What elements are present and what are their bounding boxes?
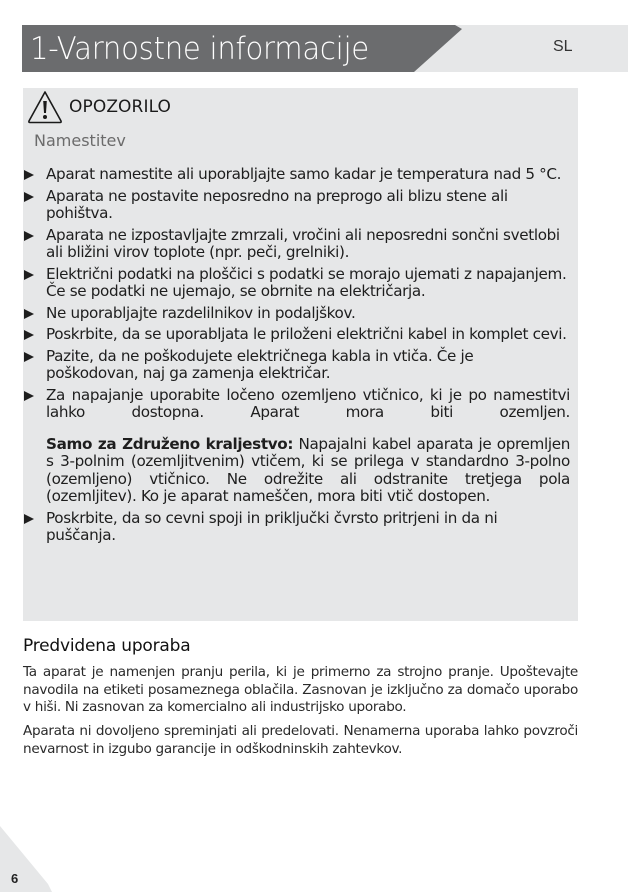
language-code: SL: [553, 38, 573, 55]
bullet-arrow-icon: [24, 192, 34, 202]
list-item-text: Aparata ne izpostavljajte zmrzali, vročini ali neposredni sončni svetlobi ali bližini virov toplote (npr. peči, grelniki).: [46, 225, 560, 261]
list-item: [22, 510, 570, 545]
bullet-arrow-icon: [24, 352, 34, 362]
list-item: [22, 188, 570, 223]
list-item-text: Za napajanje uporabite ločeno ozemljeno vtičnico, ki je po namestitvi lahko dostopna. Aparat mora biti ozemljen.: [46, 385, 570, 421]
list-item-text: Aparata ne postavite neposredno na preprogo ali blizu stene ali pohištva.: [46, 186, 508, 222]
bullet-arrow-icon: [24, 309, 34, 319]
list-item-text: Električni podatki na ploščici s podatki se morajo ujemati z napajanjem. Če se podatki ne ujemajo, se obrnite na električarja.: [46, 264, 567, 300]
bullet-arrow-icon: [24, 514, 34, 524]
uk-note-label: Samo za Združeno kraljestvo:: [46, 434, 294, 453]
bullet-arrow-icon: [24, 391, 34, 401]
intended-use-paragraph: Ta aparat je namenjen pranju perila, ki je primerno za strojno pranje. Upoštevajte navodila na etiketi posameznega oblačila. Zasnovan je izključno za domačo uporabo v hiši. Ni zasnovan za komercialno ali industrijsko uporabo.: [23, 664, 578, 715]
list-item: [22, 348, 570, 383]
list-item: [22, 326, 570, 344]
uk-note-text: Napajalni kabel aparata je opremljen s 3-polnim (ozemljitvenim) vtičem, ki se prilega v standardno 3-polno (ozemljeno) vtičnico. Ne odrežite ali odstranite tretjega pola (ozemljitev). Ko je aparat nameščen, mora biti vtič dostopen.: [46, 434, 570, 505]
list-item-text: Ne uporabljajte razdelilnikov in podaljškov.: [46, 303, 356, 322]
list-item: [22, 166, 570, 184]
warning-title: OPOZORILO: [69, 97, 172, 117]
warning-list: [22, 166, 570, 549]
list-item-text: Pazite, da ne poškodujete električnega kabla in vtiča. Če je poškodovan, naj ga zamenja električar.: [46, 346, 474, 382]
list-item: [22, 305, 570, 323]
bullet-arrow-icon: [24, 231, 34, 241]
warning-header: [27, 90, 171, 124]
page-number: 6: [11, 871, 19, 886]
list-item: [22, 266, 570, 301]
uk-note: [22, 436, 570, 506]
bullet-arrow-icon: [24, 330, 34, 340]
list-item: [22, 387, 570, 422]
intended-use-paragraph: Aparata ni dovoljeno spreminjati ali predelovati. Nenamerna uporaba lahko povzroči nevarnost in izgubo garancije in odškodninskih zahtevkov.: [23, 723, 578, 757]
warning-subheading: Namestitev: [34, 131, 126, 150]
page-corner-tab: [0, 826, 52, 892]
list-item-text: Aparat namestite ali uporabljajte samo kadar je temperatura nad 5 °C.: [46, 165, 562, 183]
bullet-arrow-icon: [24, 170, 34, 180]
list-item-text: Poskrbite, da se uporabljata le priloženi električni kabel in komplet cevi.: [46, 325, 567, 343]
list-item: [22, 227, 570, 262]
warning-triangle-icon: [27, 90, 63, 124]
list-item-text: Poskrbite, da so cevni spoji in priključki čvrsto pritrjeni in da ni puščanja.: [46, 508, 498, 544]
intended-use-heading: Predvidena uporaba: [23, 636, 191, 656]
section-title: 1-Varnostne informacije: [30, 31, 369, 67]
bullet-arrow-icon: [24, 270, 34, 280]
